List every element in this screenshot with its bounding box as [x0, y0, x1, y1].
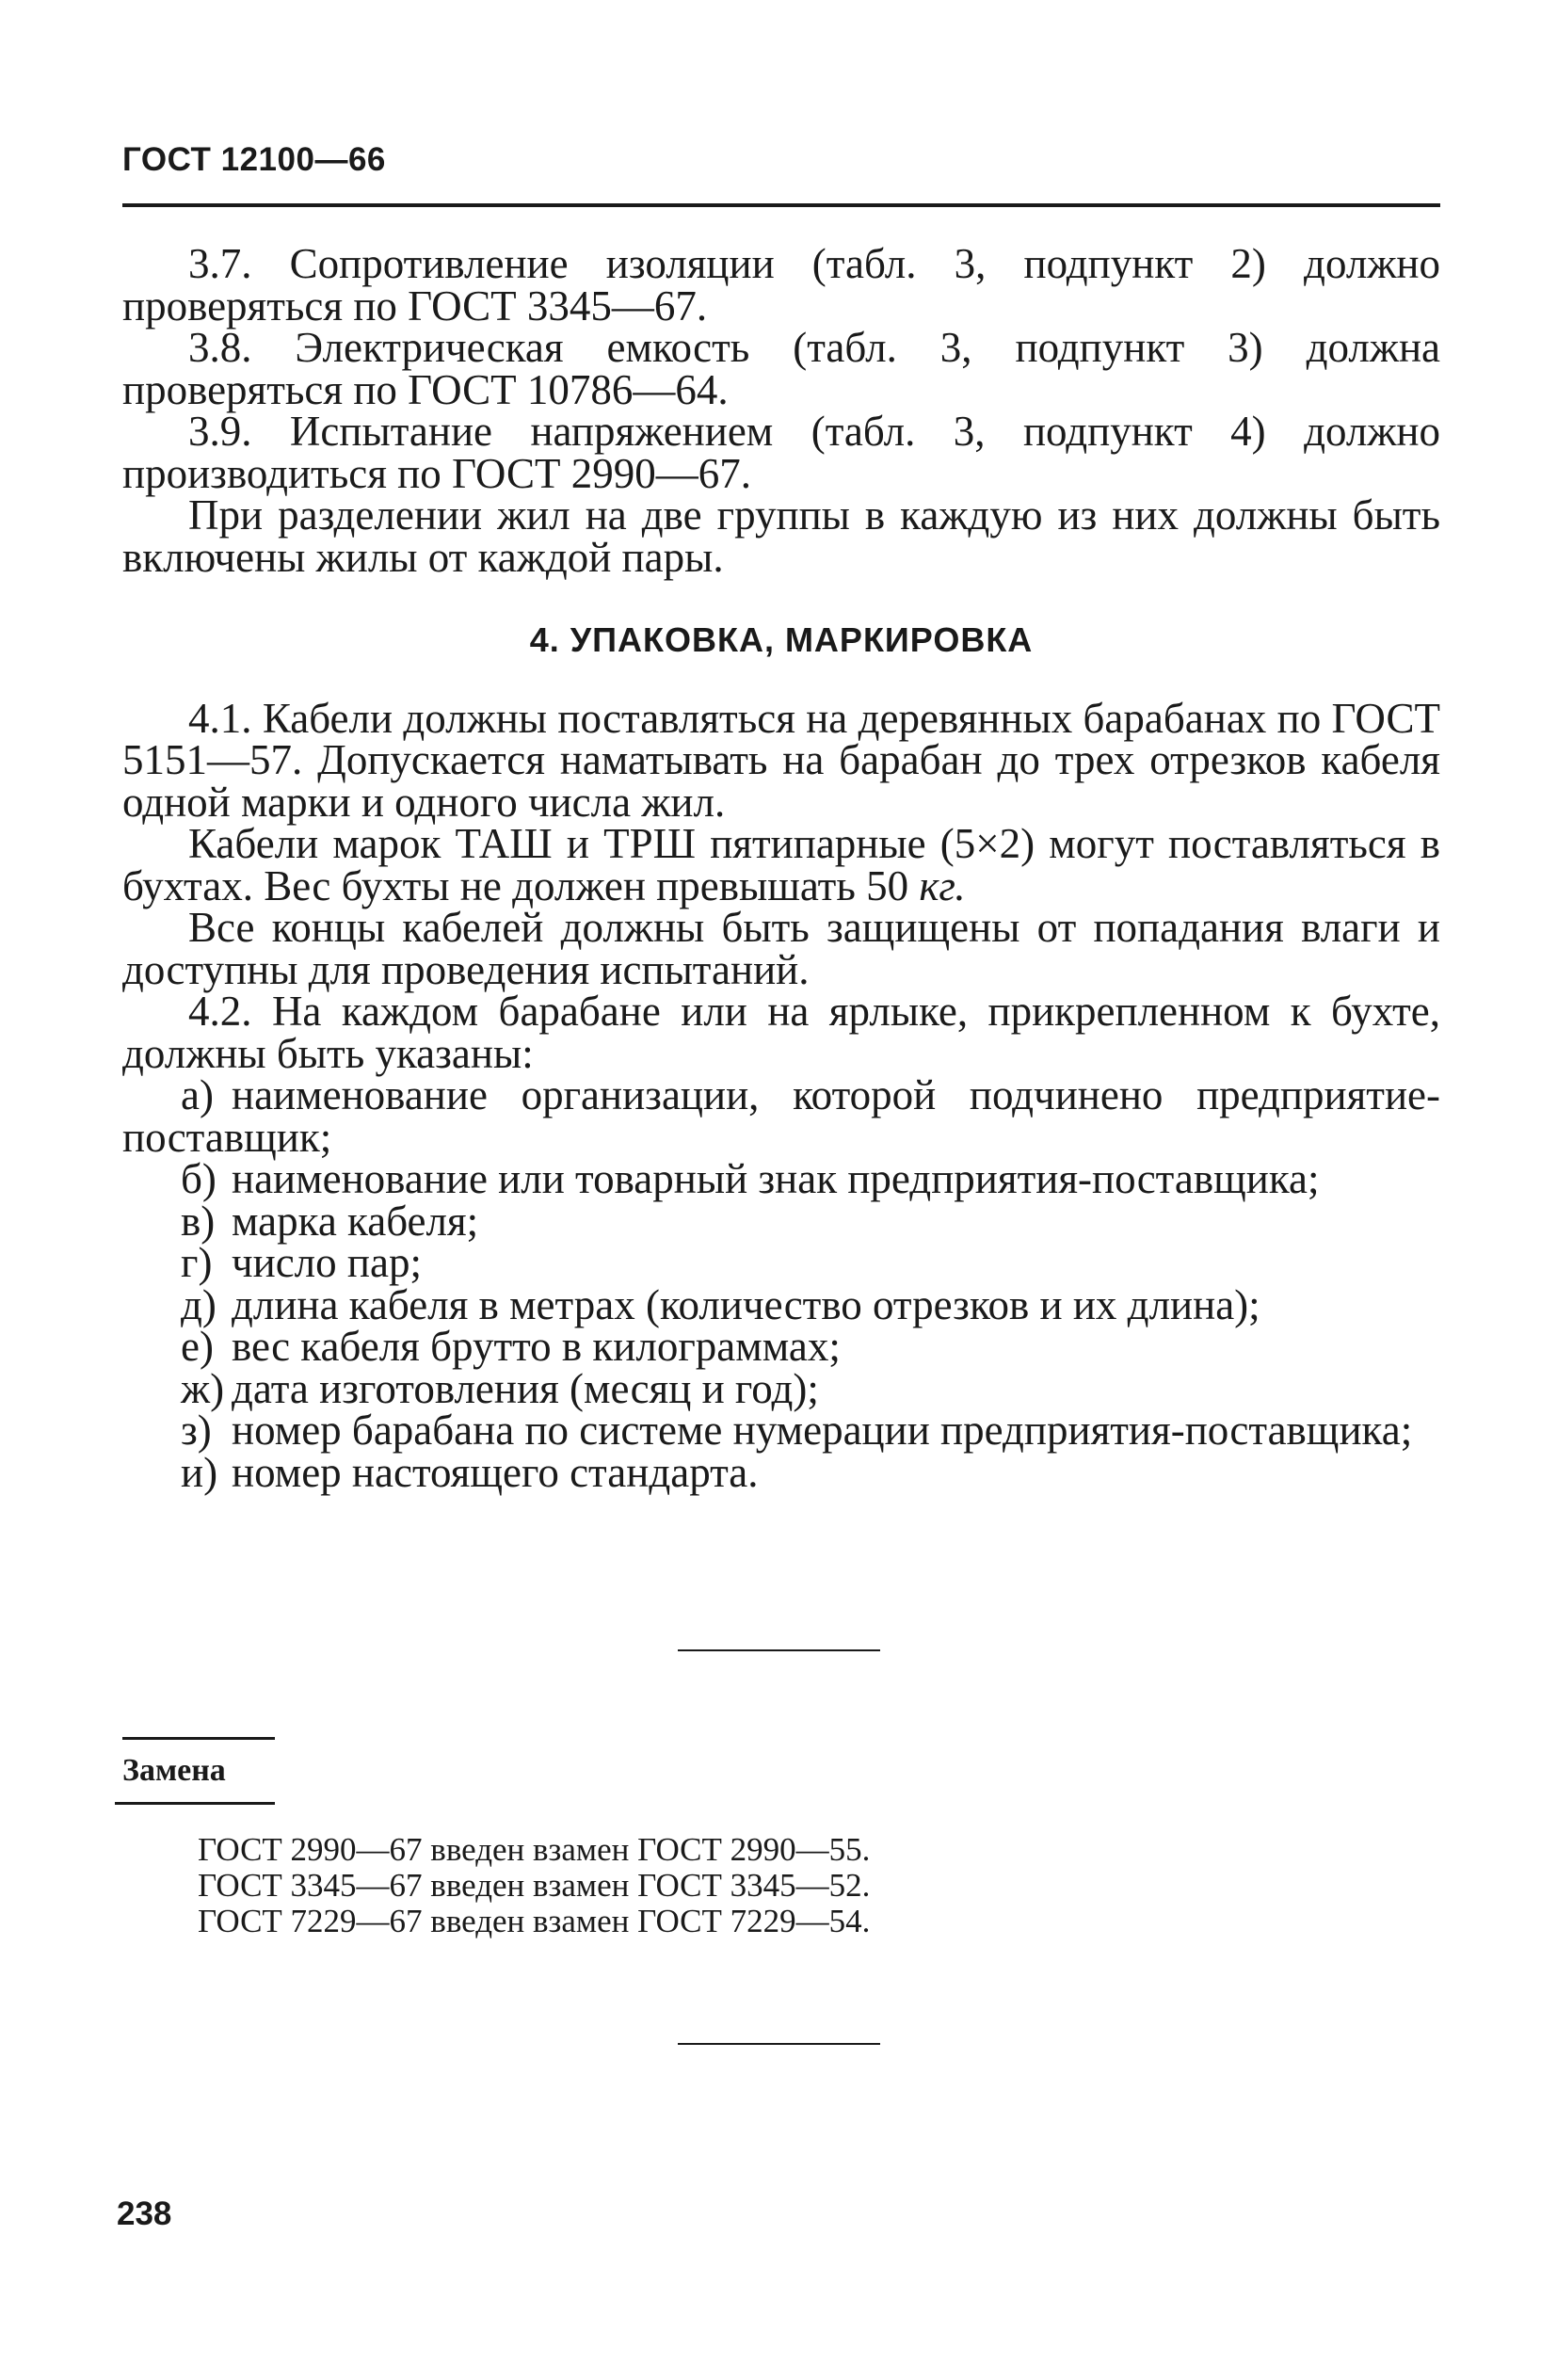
list-text: наименование или товарный знак предприятия-поставщика; [232, 1155, 1320, 1202]
list-item [122, 1071, 1440, 1161]
list-marker: д) [181, 1280, 217, 1328]
list-marker: г) [181, 1239, 213, 1286]
list-item [122, 1364, 1440, 1412]
list-marker: б) [181, 1155, 217, 1202]
unit-kg: кг. [919, 861, 966, 909]
list-item [122, 1280, 1440, 1328]
list-text: длина кабеля в метрах (количество отрезков и их длина); [232, 1280, 1260, 1328]
header-rule [122, 203, 1440, 207]
paragraph-4-2: 4.2. На каждом барабане или на ярлыке, прикрепленном к бухте, должны быть указаны: [122, 988, 1440, 1077]
separator-rule [678, 1649, 880, 1651]
list-marker: а) [181, 1071, 214, 1118]
list-text: дата изготовления (месяц и год); [232, 1364, 819, 1412]
paragraph-3-9: 3.9. Испытание напряжением (табл. 3, подпункт 4) должно производиться по ГОСТ 2990—67. [122, 408, 1440, 497]
paragraph-4-1-coils-text: Кабели марок ТАШ и ТРШ пятипарные (5×2) могут поставляться в бухтах. Вес бухты не должен превышать 50 [122, 820, 1440, 909]
list-text: номер настоящего стандарта. [232, 1448, 759, 1496]
list-marker: в) [181, 1197, 216, 1245]
list-item [122, 1239, 1440, 1286]
list-marker: ж) [181, 1364, 225, 1412]
list-text: наименование организации, которой подчинено предприятие-поставщик; [122, 1071, 1440, 1161]
page-number: 238 [117, 2195, 172, 2232]
list-text: вес кабеля брутто в килограммах; [232, 1323, 841, 1370]
list-text: число пар; [232, 1239, 422, 1286]
separator-rule-bottom [678, 2043, 880, 2045]
list-item [122, 1448, 1440, 1496]
footnote-line: ГОСТ 2990—67 введен взамен ГОСТ 2990—55. [198, 1831, 871, 1868]
body-text [122, 240, 1440, 1496]
paragraph-3-9-note: При разделении жил на две группы в каждую из них должны быть включены жилы от каждой пары. [122, 491, 1440, 581]
list-item [122, 1323, 1440, 1370]
footnote-rule-top [122, 1737, 275, 1740]
paragraph-3-8: 3.8. Электрическая емкость (табл. 3, подпункт 3) должна проверяться по ГОСТ 10786—64. [122, 324, 1440, 413]
list-item [122, 1155, 1440, 1202]
paragraph-4-1-ends: Все концы кабелей должны быть защищены от попадания влаги и доступны для проведения испытаний. [122, 904, 1440, 993]
footnote-rule-bottom [115, 1802, 275, 1805]
section-title: 4. УПАКОВКА, МАРКИРОВКА [529, 620, 1034, 659]
footnote-line: ГОСТ 7229—67 введен взамен ГОСТ 7229—54. [198, 1903, 871, 1939]
list-text: номер барабана по системе нумерации предприятия-поставщика; [232, 1407, 1413, 1454]
footnote-label: Замена [122, 1753, 226, 1788]
list-marker: з) [181, 1407, 212, 1454]
list-marker: е) [181, 1323, 214, 1370]
paragraph-3-7: 3.7. Сопротивление изоляции (табл. 3, подпункт 2) должно проверяться по ГОСТ 3345—67. [122, 240, 1440, 330]
footnote-lines [198, 1832, 870, 1939]
list-item [122, 1409, 1440, 1452]
paragraph-4-1: 4.1. Кабели должны поставляться на деревянных барабанах по ГОСТ 5151—57. Допускается наматывать на барабан до трех отрезков кабеля одной марки и одного числа жил. [122, 694, 1440, 826]
list-marker: и) [181, 1448, 218, 1496]
paragraph-4-1-coils [122, 820, 1440, 909]
footnote-line: ГОСТ 3345—67 введен взамен ГОСТ 3345—52. [198, 1867, 871, 1904]
list-text: марка кабеля; [232, 1197, 479, 1245]
document-header: ГОСТ 12100—66 [122, 141, 386, 178]
list-item [122, 1197, 1440, 1245]
